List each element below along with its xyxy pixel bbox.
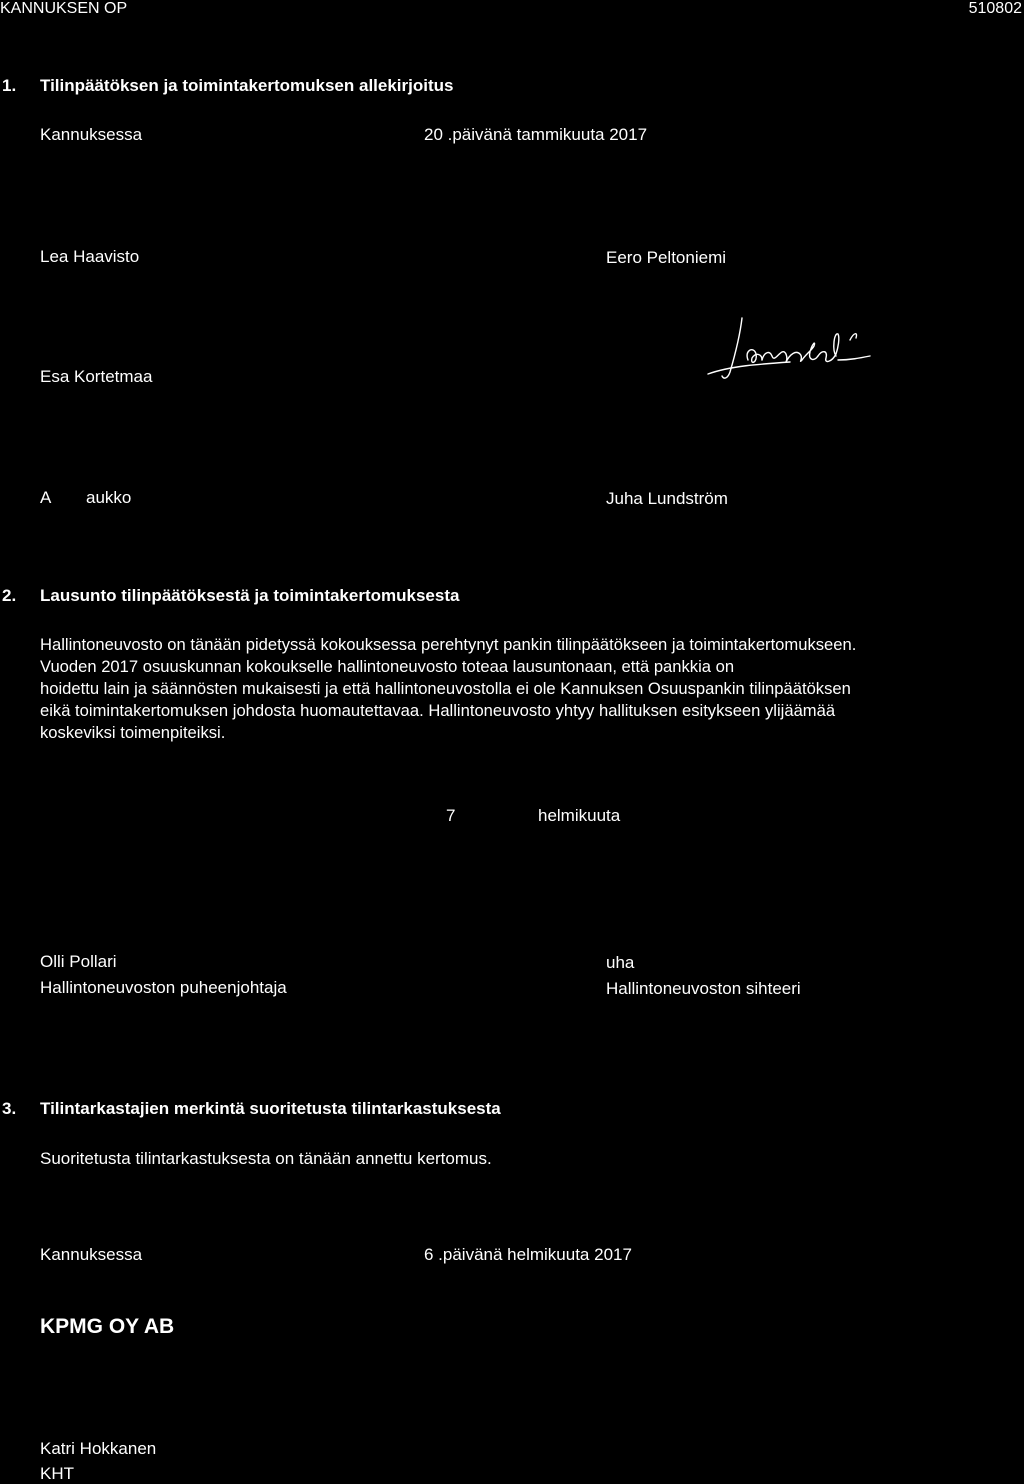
auditor-title: KHT — [40, 1464, 74, 1483]
secretary-title: Hallintoneuvoston sihteeri — [606, 979, 801, 998]
section3-number: 3. — [2, 1099, 17, 1118]
chair-title: Hallintoneuvoston puheenjohtaja — [40, 978, 287, 997]
header-right: 510802 — [968, 0, 1022, 17]
section2-date-day: 7 — [446, 806, 456, 825]
header-left: KANNUKSEN OP — [0, 0, 128, 17]
chair-name: Olli Pollari — [40, 952, 117, 971]
section2-paragraph — [40, 634, 856, 744]
signer-eero: Eero Peltoniemi — [606, 248, 727, 267]
section2-line: Vuoden 2017 osuuskunnan kokoukselle hallintoneuvosto toteaa lausuntonaan, että pankkia on — [40, 657, 735, 676]
section2-number: 2. — [2, 586, 17, 605]
section2-line: eikä toimintakertomuksen johdosta huomautettavaa. Hallintoneuvosto yhtyy hallituksen esitykseen ylijäämää — [40, 701, 836, 720]
section3-text: Suoritetusta tilintarkastuksesta on tänään annettu kertomus. — [40, 1149, 492, 1168]
signer-aukko: aukko — [86, 488, 132, 507]
section1-place: Kannuksessa — [40, 125, 143, 144]
signer-a-initial: A — [40, 488, 52, 507]
section2-line: koskeviksi toimenpiteiksi. — [40, 723, 226, 742]
signer-lea: Lea Haavisto — [40, 247, 140, 266]
section2-line: hoidettu lain ja säännösten mukaisesti ja että hallintoneuvostolla ei ole Kannuksen Osuuspankin tilinpäätöksen — [40, 679, 851, 698]
section1-number: 1. — [2, 76, 17, 95]
section2-date-month: helmikuuta — [538, 806, 621, 825]
section2-title: Lausunto tilinpäätöksestä ja toimintakertomuksesta — [40, 586, 460, 605]
signer-juha: Juha Lundström — [606, 489, 728, 508]
handwritten-signature — [700, 310, 910, 390]
audit-firm: KPMG OY AB — [40, 1315, 175, 1338]
section3-title: Tilintarkastajien merkintä suoritetusta tilintarkastuksesta — [40, 1099, 501, 1118]
section2-line: Hallintoneuvosto on tänään pidetyssä kokouksessa perehtynyt pankin tilinpäätökseen ja toimintakertomukseen. — [40, 635, 857, 654]
signer-esa: Esa Kortetmaa — [40, 367, 153, 386]
section3-place: Kannuksessa — [40, 1245, 143, 1264]
auditor-name: Katri Hokkanen — [40, 1439, 157, 1458]
section1-date: 20 .päivänä tammikuuta 2017 — [424, 125, 648, 144]
section3-date: 6 .päivänä helmikuuta 2017 — [424, 1245, 632, 1264]
secretary-name: uha — [606, 953, 635, 972]
section1-title: Tilinpäätöksen ja toimintakertomuksen allekirjoitus — [40, 76, 454, 95]
